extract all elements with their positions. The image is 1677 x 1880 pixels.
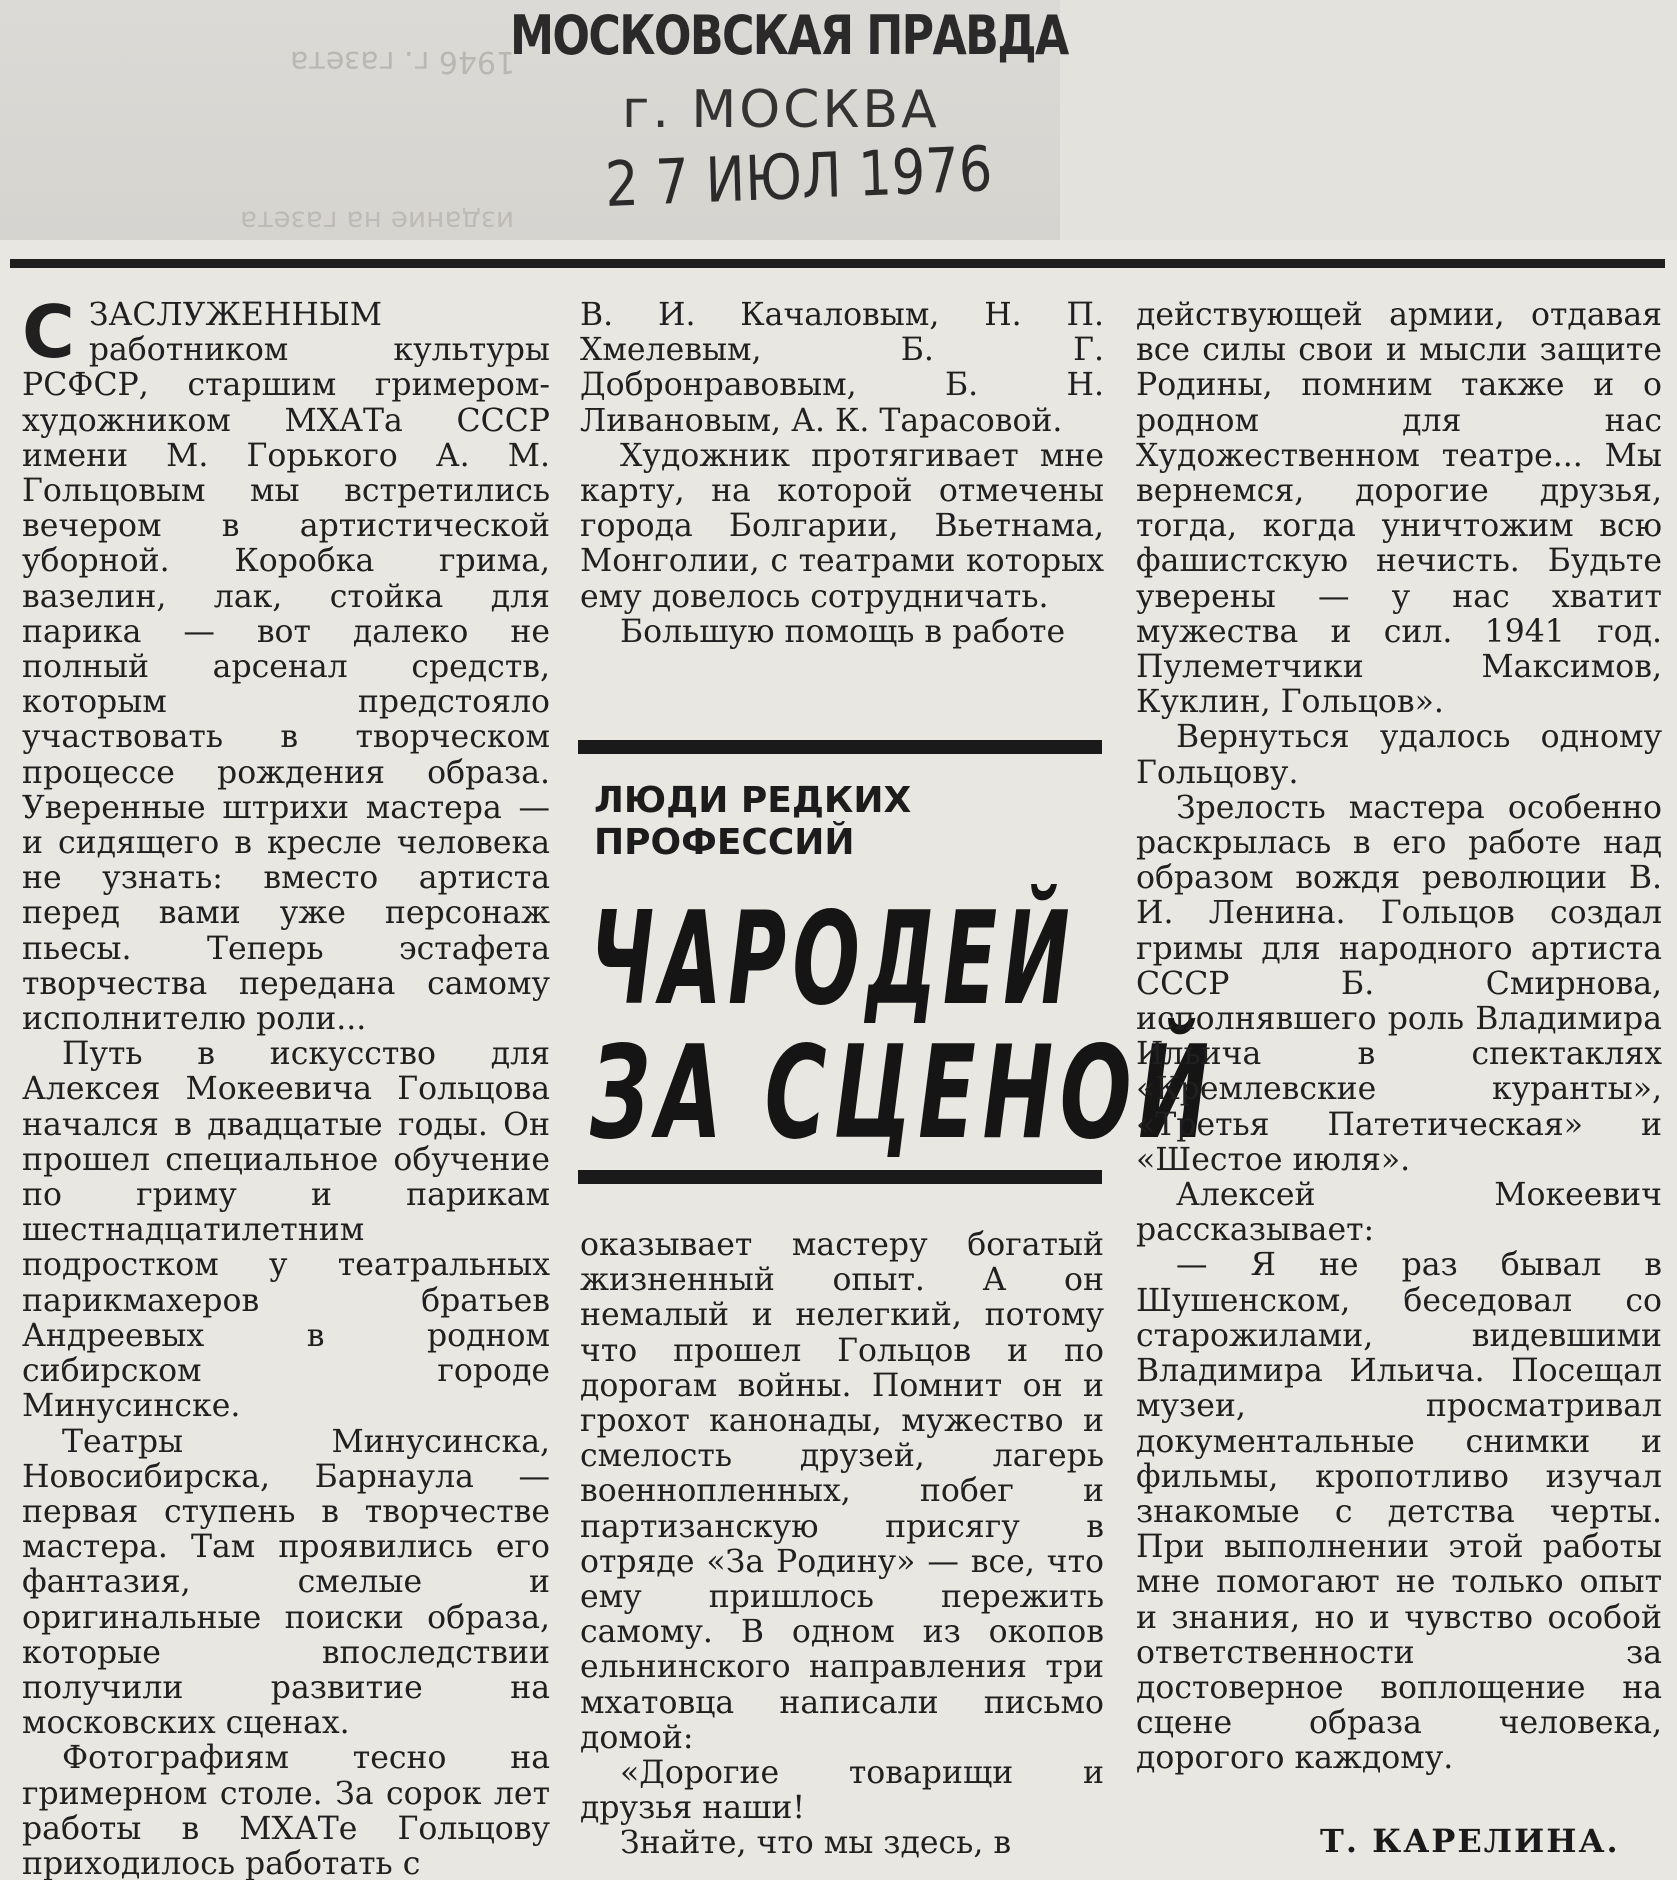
paragraph: Вернуться удалось одному Гольцову.	[1136, 719, 1662, 791]
bleed-through-text: 1946 г. газета	[290, 44, 516, 79]
headline-line-1: ЧАРОДЕЙ	[590, 885, 1076, 1034]
column-1	[22, 290, 550, 1880]
headline-rule-top	[578, 740, 1102, 754]
stamp-newspaper-name: МОСКОВСКАЯ ПРАВДА	[510, 4, 1068, 67]
paragraph: Театры Минусинска, Новосибирска, Барнаула — первая ступень в творчестве мастера. Там проявились его фантазия, смелые и оригинальные поиски образа, которые впоследствии получили развитие на московских сценах.	[22, 1423, 550, 1742]
paragraph: Художник протягивает мне карту, на которой отмечены города Болгарии, Вьетнама, Монголии, с театрами которых ему довелось сотрудничать.	[580, 437, 1104, 615]
headline-line-2: ЗА СЦЕНОЙ	[590, 1019, 1216, 1168]
column-2-bottom	[580, 1228, 1104, 1862]
paragraph: действующей армии, отдавая все силы свои и мысли защите Родины, помним также и о родном для нас Художественном театре... Мы вернемся, дорогие друзья, тогда, когда уничтожим всю фашистскую нечисть. Будьте уверены — у нас хватит мужества и сил. 1941 год. Пулеметчики Максимов, Куклин, Гольцов».	[1136, 297, 1662, 721]
dropcap: С	[22, 290, 75, 374]
paragraph: Большую помощь в работе	[620, 613, 1066, 650]
stamp-city: г. МОСКВА	[622, 80, 940, 140]
paragraph: оказывает мастеру богатый жизненный опыт. А он немалый и нелегкий, потому что прошел Гольцов и по дорогам войны. Помнит он и грохот канонады, мужество и смелость друзей, лагерь военнопленных, побег и партизанскую присягу в отряде «За Родину» — все, что ему пришлось пережить самому. В одном из окопов ельнинского направления три мхатовца написали письмо домой:	[580, 1227, 1104, 1756]
column-2-top	[580, 298, 1104, 650]
paragraph: Алексей Мокеевич рассказывает:	[1136, 1177, 1662, 1249]
paper-background	[1060, 0, 1677, 240]
bleed-through-text: издание на газета	[240, 205, 515, 238]
paragraph: Фотографиям тесно на гримерном столе. За сорок лет работы в МХАТе Гольцову приходилось работать с	[22, 1740, 550, 1880]
rubric: ЛЮДИ РЕДКИХ ПРОФЕССИЙ	[594, 780, 912, 863]
headline-rule-bottom	[578, 1170, 1102, 1184]
top-rule	[10, 259, 1665, 268]
paragraph: — Я не раз бывал в Шушенском, беседовал со старожилами, видевшими Владимира Ильича. Посещал музеи, просматривал документальные снимки и фильмы, кропотливо изучал знакомые с детства черты. При выполнении этой работы мне помогают не только опыт и знания, но и чувство особой ответственности за достоверное воплощение на сцене образа человека, дорогого каждому.	[1136, 1247, 1662, 1777]
author-byline: Т. КАРЕЛИНА.	[1320, 1822, 1620, 1860]
paragraph: Знайте, что мы здесь, в	[620, 1825, 1012, 1862]
paragraph	[22, 290, 550, 1038]
paragraph: В. И. Качаловым, Н. П. Хмелевым, Б. Г. Добронравовым, Б. Н. Ливановым, А. К. Тарасовой.	[580, 297, 1104, 439]
paragraph: Путь в искусство для Алексея Мокеевича Гольцова начался в двадцатые годы. Он прошел специальное обучение по гриму и парикам шестнадцатилетним подростком у театральных парикмахеров братьев Андреевых в родном сибирском городе Минусинске.	[22, 1036, 550, 1425]
stamp-date: 2 7 ИЮЛ 1976	[604, 132, 994, 221]
paragraph: «Дорогие товарищи и друзья наши!	[580, 1755, 1104, 1827]
column-3	[1136, 298, 1662, 1777]
paragraph: Зрелость мастера особенно раскрылась в его работе над образом вождя революции В. И. Ленина. Гольцов создал гримы для народного артиста СССР Б. Смирнова, исполнявшего роль Владимира Ильича в спектаклях «Кремлевские куранты», «Третья Патетическая» и «Шестое июля».	[1136, 789, 1662, 1178]
paragraph-text: ЗАСЛУЖЕННЫМ работником культуры РСФСР, старшим гримером-художником МХАТа СССР имени М. Горького А. М. Гольцовым мы встретились вечером в артистической уборной. Коробка грима, вазелин, лак, стойка для парика — вот далеко не полный арсенал средств, которым предстояло участвовать в творческом процессе рождения образа. Уверенные штрихи мастера — и сидящего в кресле человека не узнать: вместо артиста перед вами уже персонаж пьесы. Теперь эстафета творчества передана самому исполнителю роли...	[22, 297, 550, 1038]
